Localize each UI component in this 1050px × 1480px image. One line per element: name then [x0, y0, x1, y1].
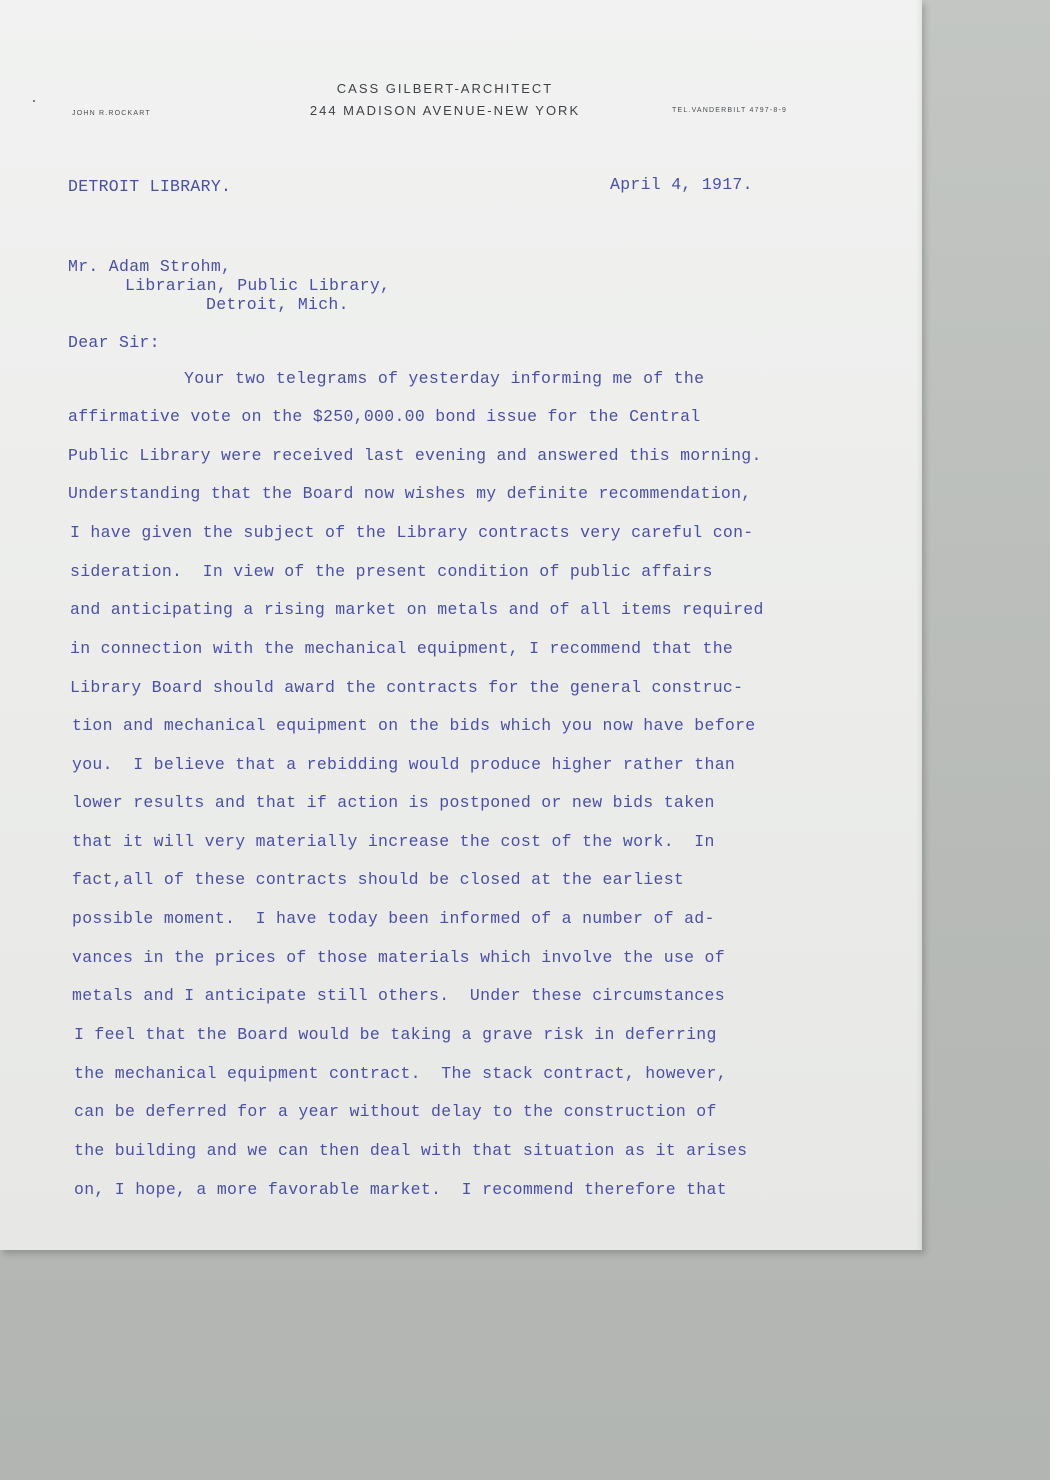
body-line: tion and mechanical equipment on the bids which you now have before [72, 716, 756, 735]
body-line: Library Board should award the contracts for the general construc- [70, 678, 744, 697]
body-line: Understanding that the Board now wishes my definite recommendation, [68, 484, 752, 503]
letterhead-address: 244 MADISON AVENUE-NEW YORK [309, 103, 581, 118]
body-line: on, I hope, a more favorable market. I recommend therefore that [74, 1180, 727, 1199]
body-line: I have given the subject of the Library contracts very careful con- [70, 523, 754, 542]
body-line: and anticipating a rising market on metals and of all items required [70, 600, 764, 619]
letterhead-left-name: JOHN R.ROCKART [72, 110, 151, 117]
project-heading: DETROIT LIBRARY. [68, 177, 232, 196]
body-line: lower results and that if action is postponed or new bids taken [72, 793, 715, 812]
body-line: the mechanical equipment contract. The stack contract, however, [74, 1064, 727, 1083]
body-line: the building and we can then deal with that situation as it arises [74, 1141, 748, 1160]
body-line: I feel that the Board would be taking a grave risk in deferring [74, 1025, 717, 1044]
recipient-line: Detroit, Mich. [206, 295, 349, 314]
body-line: that it will very materially increase the cost of the work. In [72, 832, 715, 851]
letter-date: April 4, 1917. [610, 175, 753, 194]
body-line: you. I believe that a rebidding would produce higher rather than [72, 755, 736, 774]
body-line: can be deferred for a year without delay to the construction of [74, 1102, 717, 1121]
body-line: Your two telegrams of yesterday informing me of the [184, 369, 705, 388]
body-line: metals and I anticipate still others. Under these circumstances [72, 986, 725, 1005]
body-line: sideration. In view of the present condition of public affairs [70, 562, 713, 581]
recipient-line: Librarian, Public Library, [125, 276, 391, 295]
body-line: possible moment. I have today been informed of a number of ad- [72, 909, 715, 928]
salutation: Dear Sir: [68, 333, 160, 352]
recipient-line: Mr. Adam Strohm, [68, 257, 232, 276]
paper-speck [33, 100, 35, 102]
body-line: vances in the prices of those materials which involve the use of [72, 948, 725, 967]
body-line: in connection with the mechanical equipment, I recommend that the [70, 639, 734, 658]
body-line: fact,all of these contracts should be closed at the earliest [72, 870, 685, 889]
letterhead-firm-name: CASS GILBERT-ARCHITECT [336, 81, 554, 96]
body-line: affirmative vote on the $250,000.00 bond issue for the Central [68, 407, 701, 426]
letterhead-telephone: TEL.VANDERBILT 4797-8-9 [672, 107, 788, 114]
body-line: Public Library were received last evening and answered this morning. [68, 446, 762, 465]
